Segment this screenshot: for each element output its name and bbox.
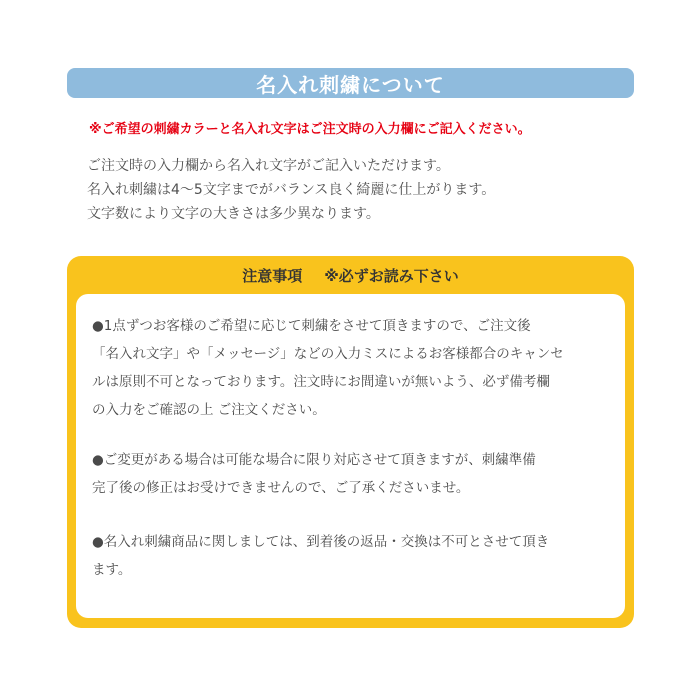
notice-line: の入力をご確認の上 ご注文ください。 xyxy=(92,402,326,418)
notice-item-returns xyxy=(92,528,612,584)
notice-line: 「名入れ文字」や「メッセージ」などの入力ミスによるお客様都合のキャンセ xyxy=(92,346,564,362)
notice-line: ルは原則不可となっております。注文時にお間違いが無いよう、必ず備考欄 xyxy=(92,374,550,390)
required-input-note: ※ご希望の刺繍カラーと名入れ文字はご注文時の入力欄にご記入ください。 xyxy=(89,122,531,137)
intro-line: 文字数により文字の大きさは多少異なります。 xyxy=(87,206,380,222)
notice-item-changes xyxy=(92,446,612,502)
notice-heading-note: ※必ずお読み下さい xyxy=(324,267,459,285)
notice-box xyxy=(67,256,634,628)
intro-line: ご注文時の入力欄から名入れ文字がご記入いただけます。 xyxy=(87,158,450,174)
notice-item-cancellation xyxy=(92,312,612,424)
intro-line: 名入れ刺繍は4〜5文字までがバランス良く綺麗に仕上がります。 xyxy=(87,182,496,198)
notice-heading xyxy=(67,265,634,286)
intro-text xyxy=(87,154,627,226)
notice-line: ●名入れ刺繍商品に関しましては、到着後の返品・交換は不可とさせて頂き xyxy=(92,534,550,550)
section-title-bar xyxy=(67,68,634,98)
notice-heading-title: 注意事項 xyxy=(242,267,303,285)
section-title: 名入れ刺繍について xyxy=(256,72,445,97)
notice-content-panel xyxy=(76,294,625,618)
notice-line: ●1点ずつお客様のご希望に応じて刺繍をさせて頂きますので、ご注文後 xyxy=(92,318,531,334)
notice-line: 完了後の修正はお受けできませんので、ご了承くださいませ。 xyxy=(92,480,470,496)
notice-line: ます。 xyxy=(92,562,132,578)
notice-line: ●ご変更がある場合は可能な場合に限り対応させて頂きますが、刺繍準備 xyxy=(92,452,536,468)
